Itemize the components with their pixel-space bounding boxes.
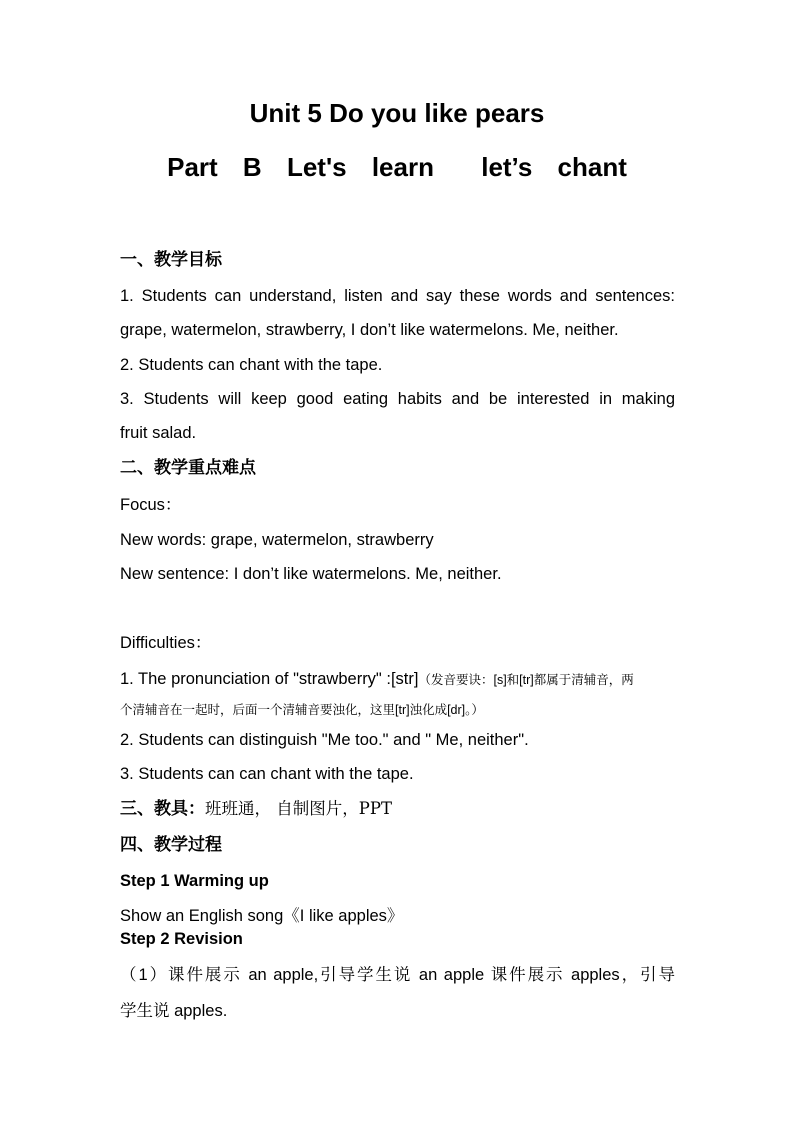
step-2-line-2: 学生说 apples. [120,1002,228,1020]
step-2-title: Step 2 Revision [120,930,243,948]
objective-item-2: 2. Students can chant with the tape. [120,356,383,374]
step-1-content: Show an English song《I like apples》 [120,907,404,925]
difficulty-item-1-note: （发音要诀：[s]和[tr]都属于清辅音，两 [418,673,634,687]
document-subtitle [0,152,794,182]
difficulties-label: Difficulties： [120,634,212,652]
difficulty-item-2: 2. Students can distinguish "Me too." and " Me, neither". [120,731,529,749]
subtitle-part: let’s [481,152,533,182]
subtitle-part: Part B [167,152,262,182]
objective-item-3-line-1: 3. Students will keep good eating habits and be interested in making [120,390,675,408]
difficulty-item-3: 3. Students can can chant with the tape. [120,765,414,783]
objective-item-1-line-2: grape, watermelon, strawberry, I don’t like watermelons. Me, neither. [120,321,619,339]
difficulty-item-1-note-line-2: 个清辅音在一起时，后面一个清辅音要浊化，这里[tr]浊化成[dr]。） [120,703,484,717]
document-title: Unit 5 Do you like pears [249,98,545,128]
subtitle-part: Let's [286,152,347,182]
difficulty-item-1-main: 1. The pronunciation of "strawberry" :[str] [120,670,419,688]
teaching-aids-line [120,798,675,820]
step-1-title: Step 1 Warming up [120,872,269,890]
section-heading-key-points: 二、教学重点难点 [120,458,256,478]
objective-item-1-line-1: 1. Students can understand, listen and say these words and sentences: [120,287,675,305]
focus-label: Focus： [120,496,182,514]
new-sentence: New sentence: I don’t like watermelons. Me, neither. [120,565,502,583]
section-heading-process: 四、教学过程 [120,835,222,855]
section-heading-objectives: 一、教学目标 [120,250,222,270]
new-words: New words: grape, watermelon, strawberry [120,531,434,549]
step-2-line-1: （1）课件展示 an apple,引导学生说 an apple 课件展示 apples，引导 [120,966,675,984]
subtitle-part: learn [371,152,434,182]
section-heading-teaching-aids: 三、教具： [120,799,205,819]
difficulty-item-1 [120,668,675,691]
objective-item-3-line-2: fruit salad. [120,424,197,442]
teaching-aids-content: 班班通， 自制图片，PPT [205,799,392,818]
subtitle-part: chant [557,152,627,182]
